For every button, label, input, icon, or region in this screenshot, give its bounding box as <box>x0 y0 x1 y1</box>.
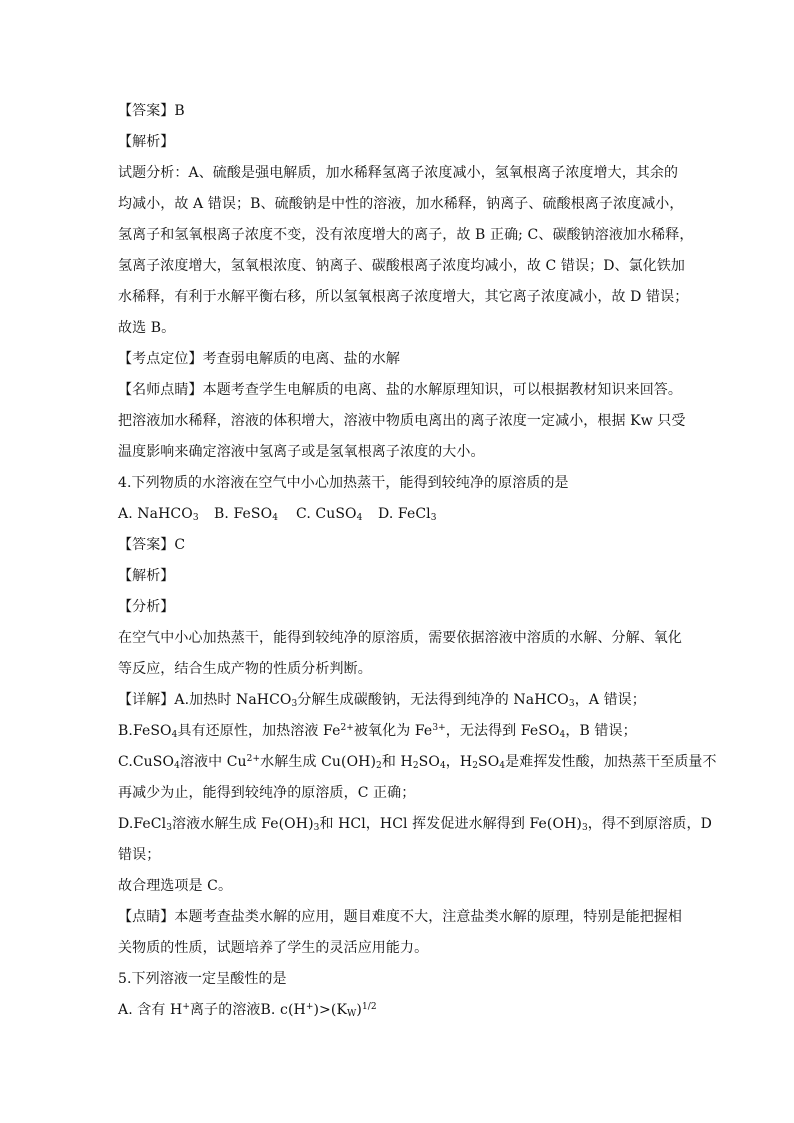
q5-options <box>118 995 678 1026</box>
q3-analysis-line: 故选 B。 <box>118 320 176 336</box>
q3-analysis-line: 试题分析：A、硫酸是强电解质，加水稀释氢离子浓度减小，氢氧根离子浓度增大，其余的 <box>118 165 679 181</box>
q3-jiexi-heading: 【解析】 <box>118 134 175 150</box>
q4-detail-c: C.CuSO$_4$溶液中 $Cu^{2+}$水解生成 $Cu(OH)_2$和 $H_2SO_4$，$H_2SO_4$是难挥发性酸，加热蒸干至质量不 <box>118 754 717 771</box>
q4-detail-c-cont: 再减少为止，能得到较纯净的原溶质，C 正确； <box>118 785 416 801</box>
q3-mingshi-line: 【名师点睛】本题考查学生电解质的电离、盐的水解原理知识，可以根据教材知识来回答。 <box>118 382 682 398</box>
q3-analysis-line: 水稀释，有利于水解平衡右移，所以氢氧根离子浓度增大，其它离子浓度减小，故 D 错误； <box>118 289 689 305</box>
q4-option-d: D. FeCl$_3$ <box>378 506 437 523</box>
q3-mingshi-line: 把溶液加水稀释，溶液的体积增大，溶液中物质电离出的离子浓度一定减小，根据 Kw 只受 <box>118 413 686 429</box>
q3-answer: 【答案】B <box>118 103 185 119</box>
q4-dianjing-line: 【点睛】本题考查盐类水解的应用，题目难度不大，注意盐类水解的原理，特别是能把握相 <box>118 909 682 925</box>
q3-mingshi-line: 温度影响来确定溶液中氢离子或是氢氧根离子浓度的大小。 <box>118 444 485 460</box>
q4-jiexi-heading: 【解析】 <box>118 568 175 584</box>
q5-option-a: A. 含有 H+离子的溶液 <box>118 1002 261 1018</box>
q4-fenxi-line: 在空气中小心加热蒸干，能得到较纯净的原溶质，需要依据溶液中溶质的水解、分解、氧化 <box>118 630 682 646</box>
q4-stem: 4.下列物质的水溶液在空气中小心加热蒸干，能得到较纯净的原溶质的是 <box>118 475 569 491</box>
q4-detail-d: D.FeCl$_3$溶液水解生成 $Fe(OH)_3$和 HCl，HCl 挥发促进水解得到 $Fe(OH)_3$，得不到原溶质，D <box>118 816 712 833</box>
q4-option-b: B. FeSO$_4$ <box>214 506 279 523</box>
q4-answer: 【答案】C <box>118 537 186 553</box>
q5-stem: 5.下列溶液一定呈酸性的是 <box>118 971 287 987</box>
q4-dianjing-line: 关物质的性质，试题培养了学生的灵活应用能力。 <box>118 940 429 956</box>
q5-option-b: B. $c(H^+)>(K_W)^{1/2}$ <box>260 1002 377 1019</box>
q4-detail-b: B.FeSO$_4$具有还原性，加热溶液 $Fe^{2+}$被氧化为 $Fe^{3+}$，无法得到 FeSO$_4$，B 错误； <box>118 723 637 740</box>
q4-options <box>118 499 678 530</box>
q3-kaodian: 【考点定位】考查弱电解质的电离、盐的水解 <box>118 351 400 367</box>
q4-option-c: C. CuSO$_4$ <box>296 506 363 523</box>
q3-analysis-line: 氢离子浓度增大，氢氧根浓度、钠离子、碳酸根离子浓度均减小，故 C 错误；D、氯化铁加 <box>118 258 686 274</box>
q4-option-a: A. NaHCO$_3$ <box>118 506 199 523</box>
q4-detail-a: 【详解】A.加热时 NaHCO$_3$分解生成碳酸钠，无法得到纯净的 NaHCO$_3$，A 错误； <box>118 692 646 709</box>
q3-analysis-line: 氢离子和氢氧根离子浓度不变，没有浓度增大的离子，故 B 正确; C、碳酸钠溶液加水稀释， <box>118 227 694 243</box>
q3-analysis-line: 均减小，故 A 错误；B、硫酸钠是中性的溶液，加水稀释，钠离子、硫酸根离子浓度减小， <box>118 196 684 212</box>
q4-fenxi-line: 等反应，结合生成产物的性质分析判断。 <box>118 661 372 677</box>
document-page <box>118 96 717 1026</box>
q4-detail-d-cont: 错误； <box>118 847 161 863</box>
q4-conclusion: 故合理选项是 C。 <box>118 878 233 894</box>
q4-fenxi-heading: 【分析】 <box>118 599 175 615</box>
